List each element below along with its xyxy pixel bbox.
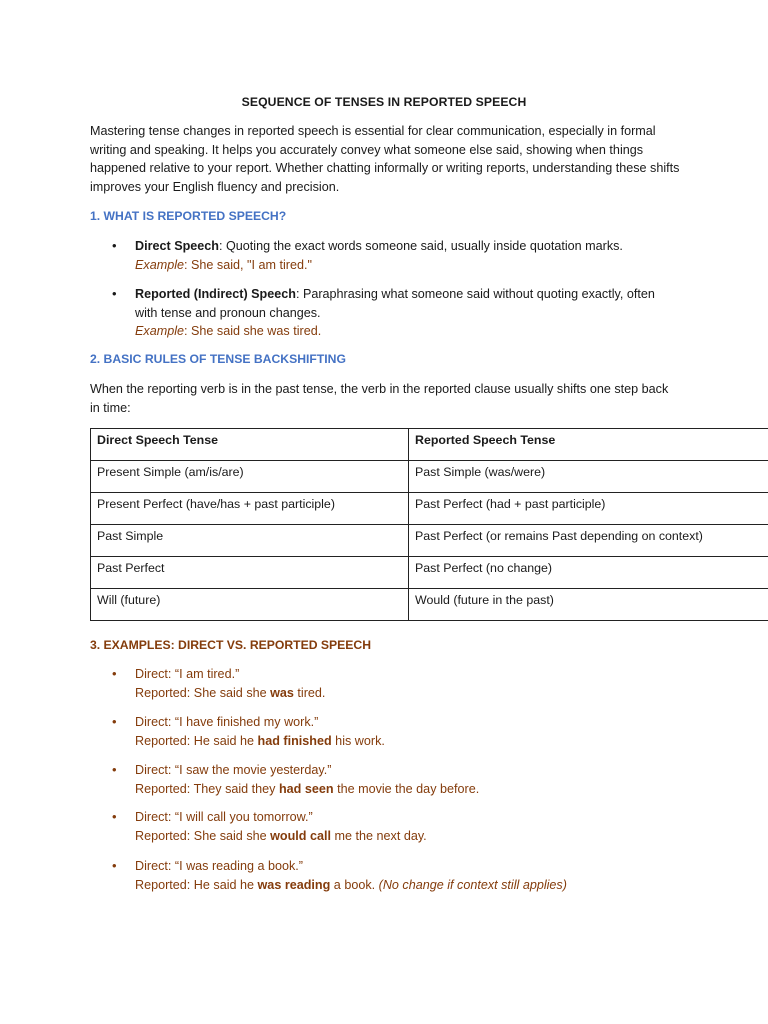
example-label: Example	[135, 324, 184, 338]
bullet-reported-speech	[112, 285, 665, 341]
reported-post: the movie the day before.	[333, 781, 480, 796]
table-cell: Past Perfect (no change)	[409, 557, 768, 589]
table-header-row	[91, 429, 768, 461]
reported-pre: Reported: She said she	[135, 828, 271, 843]
reported-verb: had seen	[278, 781, 334, 796]
reported-verb: would call	[270, 828, 332, 843]
bullet-icon: •	[112, 714, 117, 729]
example-direct-speech	[135, 258, 312, 272]
example-item	[112, 808, 695, 845]
table-cell: Will (future)	[91, 589, 409, 621]
direct-quote: Direct: “I saw the movie yesterday.”	[135, 763, 332, 777]
section-1-heading: 1. WHAT IS REPORTED SPEECH?	[90, 209, 287, 223]
reported-post: me the next day.	[331, 828, 427, 843]
table-cell: Past Perfect (or remains Past depending on context)	[409, 525, 768, 557]
section-2-intro: When the reporting verb is in the past tense, the verb in the reported clause usually shifts one step back in time:	[90, 382, 669, 415]
table-cell: Past Simple (was/were)	[409, 461, 768, 493]
table-cell: Would (future in the past)	[409, 589, 768, 621]
section-3-heading: 3. EXAMPLES: DIRECT VS. REPORTED SPEECH	[90, 638, 372, 652]
direct-quote: Direct: “I am tired.”	[135, 667, 240, 681]
example-item	[112, 665, 695, 702]
direct-quote: Direct: “I have finished my work.”	[135, 715, 319, 729]
table-header-reported: Reported Speech Tense	[409, 429, 768, 461]
bullet-icon: •	[112, 238, 117, 253]
document-title: SEQUENCE OF TENSES IN REPORTED SPEECH	[241, 95, 527, 109]
bullet-icon: •	[112, 809, 117, 824]
bullet-direct-speech	[112, 237, 675, 274]
definition-reported-speech: : Paraphrasing what someone said without quoting exactly, often with tense and pronoun changes.	[135, 287, 655, 320]
term-direct-speech: Direct Speech	[135, 239, 219, 253]
bullet-icon: •	[112, 666, 117, 681]
reported-post: a book.	[330, 877, 379, 892]
table-row	[91, 525, 768, 557]
direct-quote: Direct: “I will call you tomorrow.”	[135, 810, 313, 824]
intro-paragraph: Mastering tense changes in reported speech is essential for clear communication, especially in formal writing and speaking. It helps you accurately convey what someone else said, showing when things happened relative to your report. Whether chatting informally or writing reports, understanding these shifts improves your English fluency and precision.	[90, 124, 680, 194]
table-row	[91, 557, 768, 589]
reported-verb: was	[270, 685, 294, 700]
reported-pre: Reported: He said he	[135, 733, 258, 748]
example-item	[112, 761, 695, 798]
tense-backshift-table	[90, 428, 768, 621]
bullet-icon: •	[112, 762, 117, 777]
table-cell: Present Perfect (have/has + past participle)	[91, 493, 409, 525]
section-2-heading: 2. BASIC RULES OF TENSE BACKSHIFTING	[90, 352, 346, 366]
table-row	[91, 461, 768, 493]
table-row	[91, 493, 768, 525]
term-reported-speech: Reported (Indirect) Speech	[135, 287, 296, 301]
reported-post: his work.	[331, 733, 385, 748]
definition-direct-speech: : Quoting the exact words someone said, usually inside quotation marks.	[219, 239, 623, 253]
example-item	[112, 713, 695, 750]
table-row	[91, 589, 768, 621]
reported-verb: had finished	[257, 733, 332, 748]
reported-pre: Reported: He said he	[135, 877, 258, 892]
context-note: (No change if context still applies)	[378, 877, 567, 892]
table-cell: Past Simple	[91, 525, 409, 557]
example-item	[112, 857, 695, 894]
table-cell: Past Perfect	[91, 557, 409, 589]
reported-verb: was reading	[257, 877, 331, 892]
example-text: : She said she was tired.	[184, 324, 322, 338]
example-reported-speech	[135, 324, 321, 338]
table-cell: Past Perfect (had + past participle)	[409, 493, 768, 525]
reported-pre: Reported: She said she	[135, 685, 271, 700]
example-text: : She said, "I am tired."	[184, 257, 312, 272]
direct-quote: Direct: “I was reading a book.”	[135, 859, 303, 873]
reported-post: tired.	[293, 685, 326, 700]
bullet-icon: •	[112, 858, 117, 873]
bullet-icon: •	[112, 286, 117, 301]
example-label: Example	[135, 257, 184, 272]
reported-pre: Reported: They said they	[135, 781, 279, 796]
table-header-direct: Direct Speech Tense	[91, 429, 409, 461]
table-cell: Present Simple (am/is/are)	[91, 461, 409, 493]
